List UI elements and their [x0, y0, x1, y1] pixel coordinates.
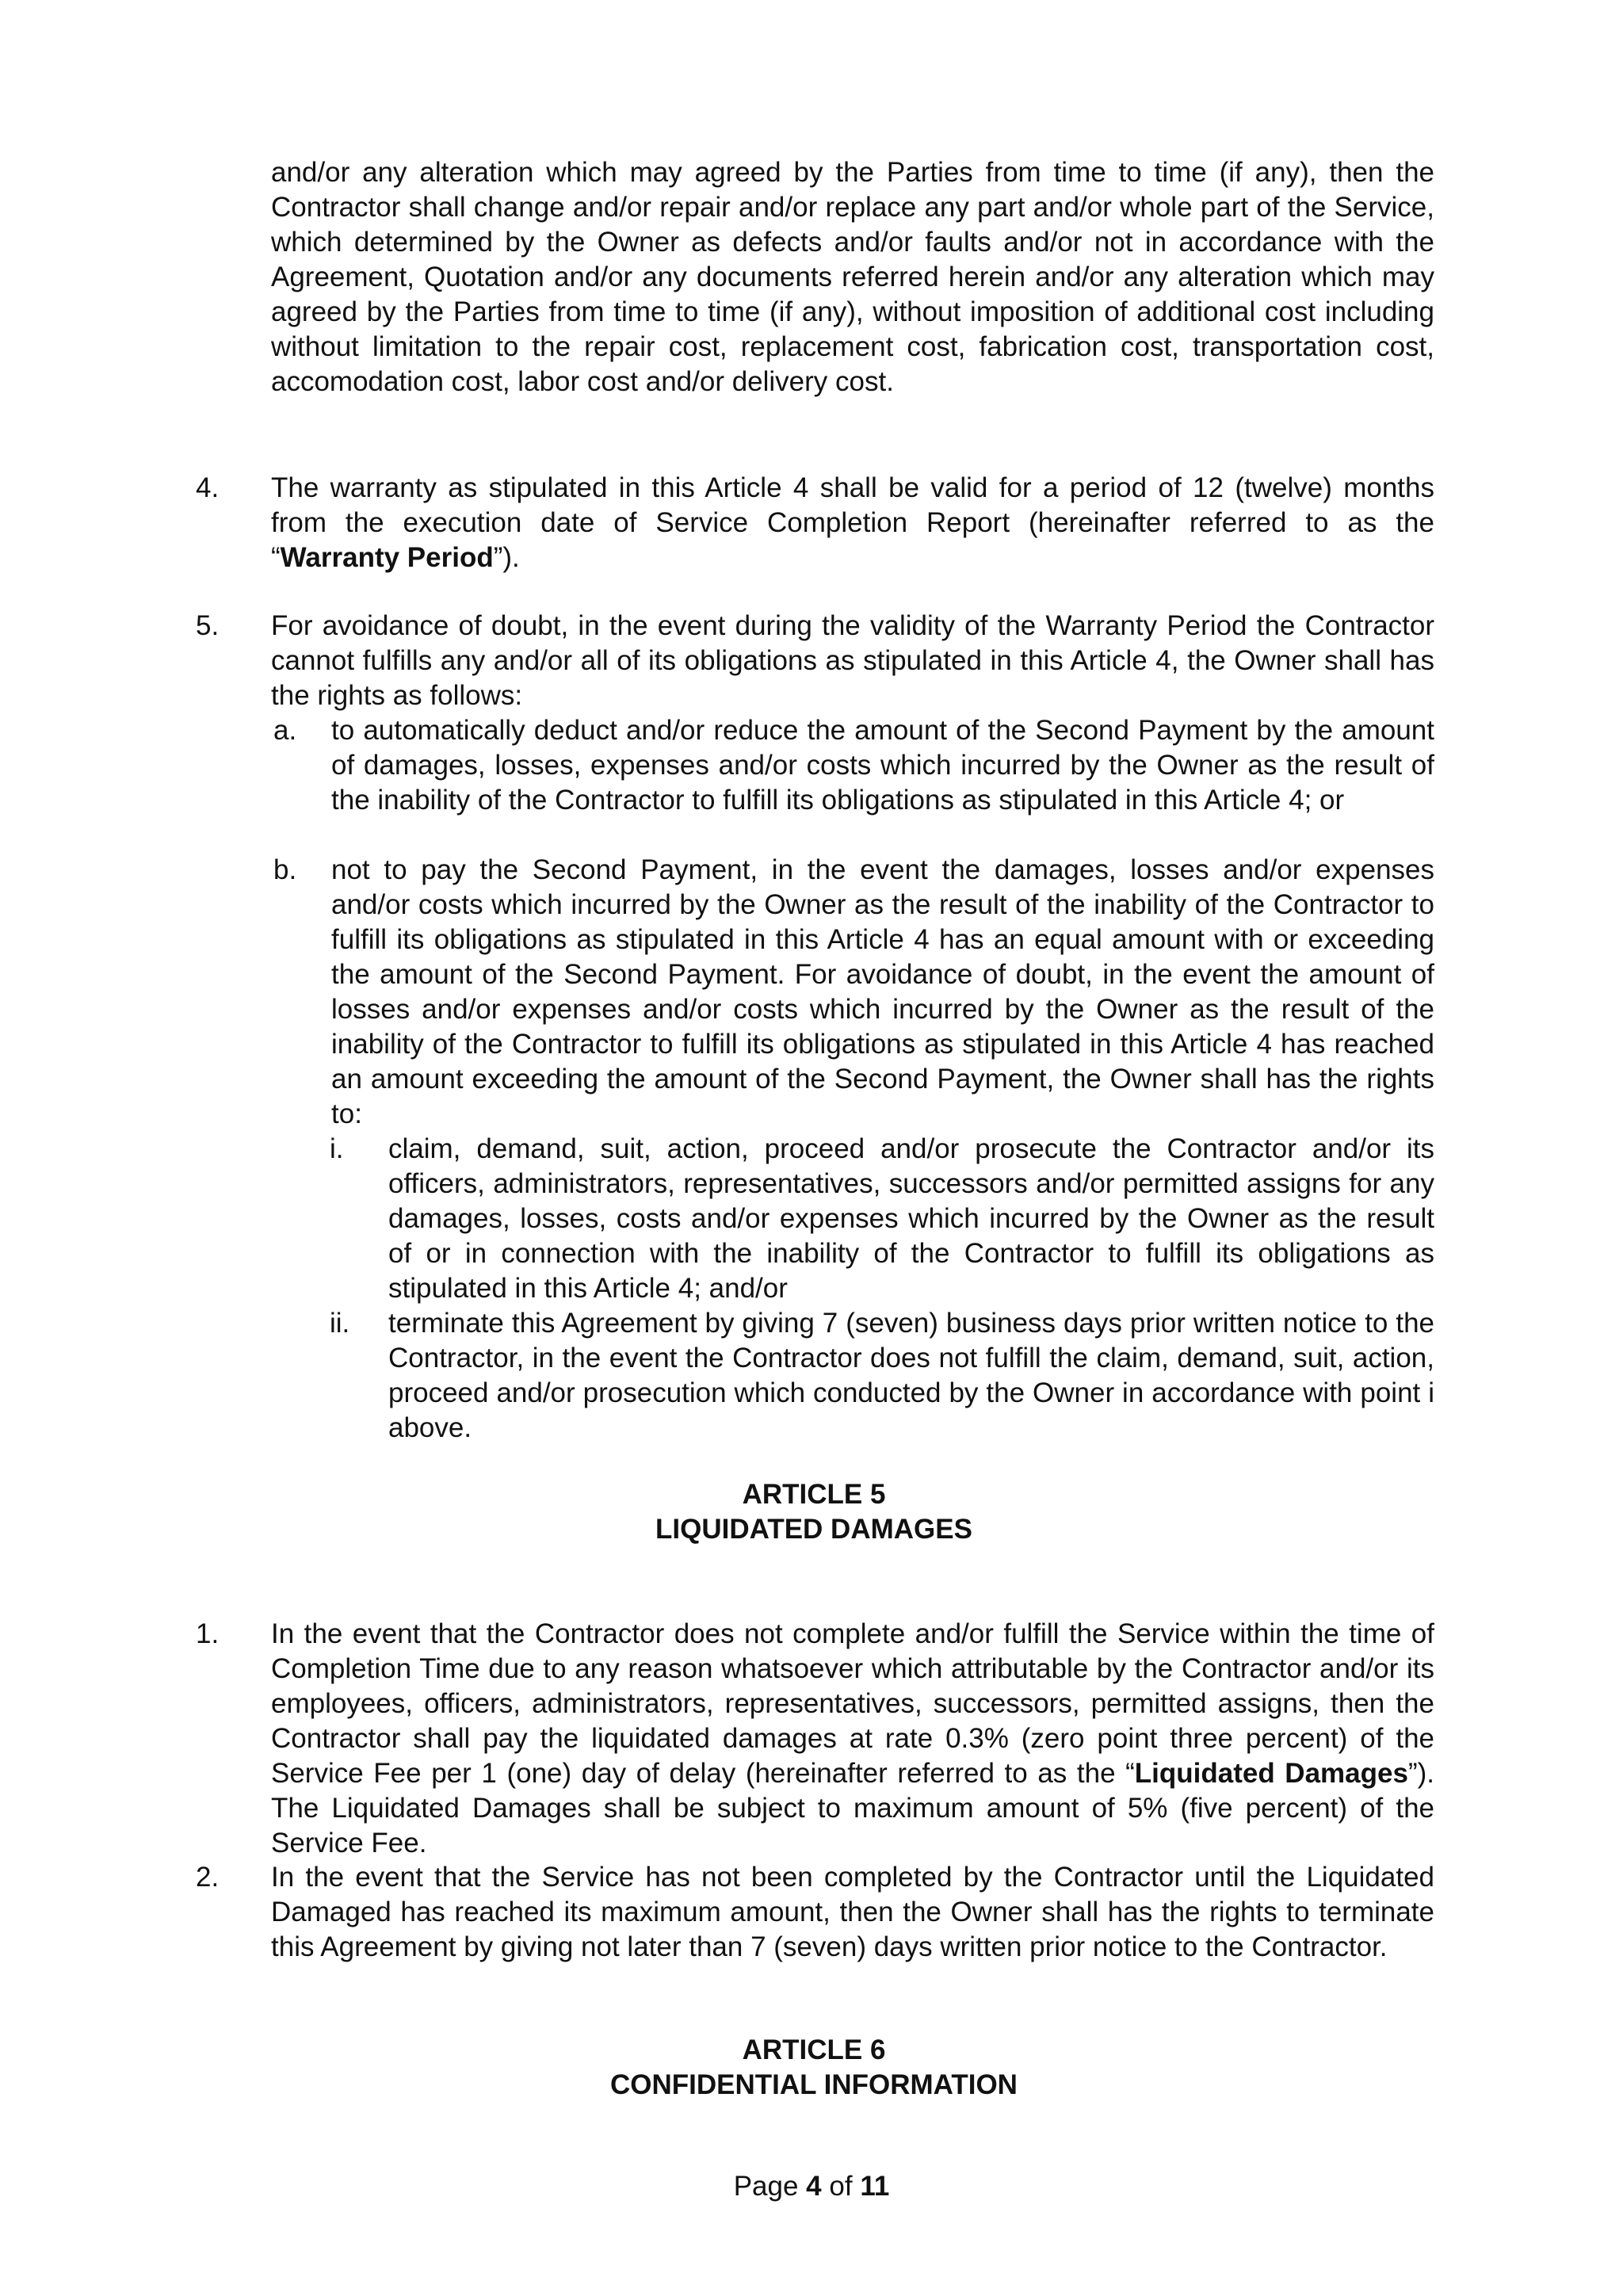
item-4-text-pre: The warranty as stipulated in this Article 4 shall be valid for a period of 12 (twelve) months from the execution date of Service Completion Report (hereinafter referred to as the “: [271, 472, 1434, 573]
page-label: Page: [733, 2171, 799, 2202]
item-5b-paragraph: not to pay the Second Payment, in the event the damages, losses and/or expenses and/or costs which incurred by the Owner as the result of the inability of the Contractor to fulfill its obligations as stipulated in this Article 4 has an equal amount with or exceeding the amount of the Second Payment. For avoidance of doubt, in the event the amount of losses and/or expenses and/or costs which incurred by the Owner as the result of the inability of the Contractor to fulfill its obligations as stipulated in this Article 4 has reached an amount exceeding the amount of the Second Payment, the Owner shall has the rights to:: [331, 854, 1434, 1129]
item-4-paragraph: [271, 471, 1434, 575]
art5-item-1-text-pre: In the event that the Contractor does not complete and/or fulfill the Service within the time of Completion Time due to any reason whatsoever which attributable by the Contractor and/or its employees, officers, administrators, representatives, successors, permitted assigns, then the Contractor shall pay the liquidated damages at rate 0.3% (zero point three percent) of the Service Fee per 1 (one) day of delay (hereinafter referred to as the “: [271, 1618, 1434, 1789]
art5-item-2-paragraph: In the event that the Service has not been completed by the Contractor until the Liquidated Damaged has reached its maximum amount, then the Owner shall has the rights to terminate this Agreement by giving not later than 7 (seven) days written prior notice to the Contractor.: [271, 1862, 1434, 1962]
item-4-text-post: ”).: [493, 542, 520, 573]
item-5b-i-label: i.: [330, 1133, 344, 1164]
continuation-paragraph: and/or any alteration which may agreed by the Parties from time to time (if any), then the Contractor shall change and/or repair and/or replace any part and/or whole part of the Service, which determined by the Owner as defects and/or faults and/or not in accordance with the Agreement, Quotation and/or any documents referred herein and/or any alteration which may agreed by the Parties from time to time (if any), without imposition of additional cost including without limitation to the repair cost, replacement cost, fabrication cost, transportation cost, accomodation cost, labor cost and/or delivery cost.: [271, 157, 1434, 397]
liquidated-damages-term: Liquidated Damages: [1134, 1758, 1408, 1789]
article-5-title: LIQUIDATED DAMAGES: [655, 1514, 972, 1545]
current-page-number: 4: [806, 2171, 822, 2202]
item-5a-paragraph: to automatically deduct and/or reduce the amount of the Second Payment by the amount of damages, losses, expenses and/or costs which incurred by the Owner as the result of the inability of the Contractor to fulfill its obligations as stipulated in this Article 4; or: [331, 715, 1434, 816]
item-5b-ii-label: ii.: [330, 1308, 350, 1339]
item-5b-label: b.: [273, 854, 297, 885]
warranty-period-term: Warranty Period: [280, 542, 494, 573]
article-6-heading: ARTICLE 6: [742, 2034, 886, 2065]
item-5b-i-paragraph: claim, demand, suit, action, proceed and/or prosecute the Contractor and/or its officers, administrators, representatives, successors and/or permitted assigns for any damages, losses, costs and/or expenses which incurred by the Owner as the result of or in connection with the inability of the Contractor to fulfill its obligations as stipulated in this Article 4; and/or: [388, 1133, 1434, 1304]
item-5a-label: a.: [273, 715, 297, 746]
item-5-paragraph: For avoidance of doubt, in the event during the validity of the Warranty Period the Contractor cannot fulfills any and/or all of its obligations as stipulated in this Article 4, the Owner shall has the rights as follows:: [271, 610, 1434, 711]
art5-item-1-paragraph: [271, 1617, 1434, 1861]
page-footer: [0, 2169, 1623, 2204]
art5-item-2-number: 2.: [196, 1862, 220, 1893]
art5-item-1-number: 1.: [196, 1618, 220, 1649]
of-label: of: [829, 2171, 853, 2202]
item-5-number: 5.: [196, 610, 220, 641]
item-5b-ii-paragraph: terminate this Agreement by giving 7 (seven) business days prior written notice to the Contractor, in the event the Contractor does not fulfill the claim, demand, suit, action, proceed and/or prosecution which conducted by the Owner in accordance with point i above.: [388, 1308, 1434, 1443]
art5-item-1-text-post: ”). The Liquidated Damages shall be subject to maximum amount of 5% (five percent) of the Service Fee.: [271, 1758, 1434, 1859]
article-6-title: CONFIDENTIAL INFORMATION: [610, 2069, 1018, 2100]
item-4-number: 4.: [196, 472, 220, 503]
article-5-heading: ARTICLE 5: [742, 1479, 886, 1510]
total-pages-number: 11: [860, 2171, 890, 2202]
